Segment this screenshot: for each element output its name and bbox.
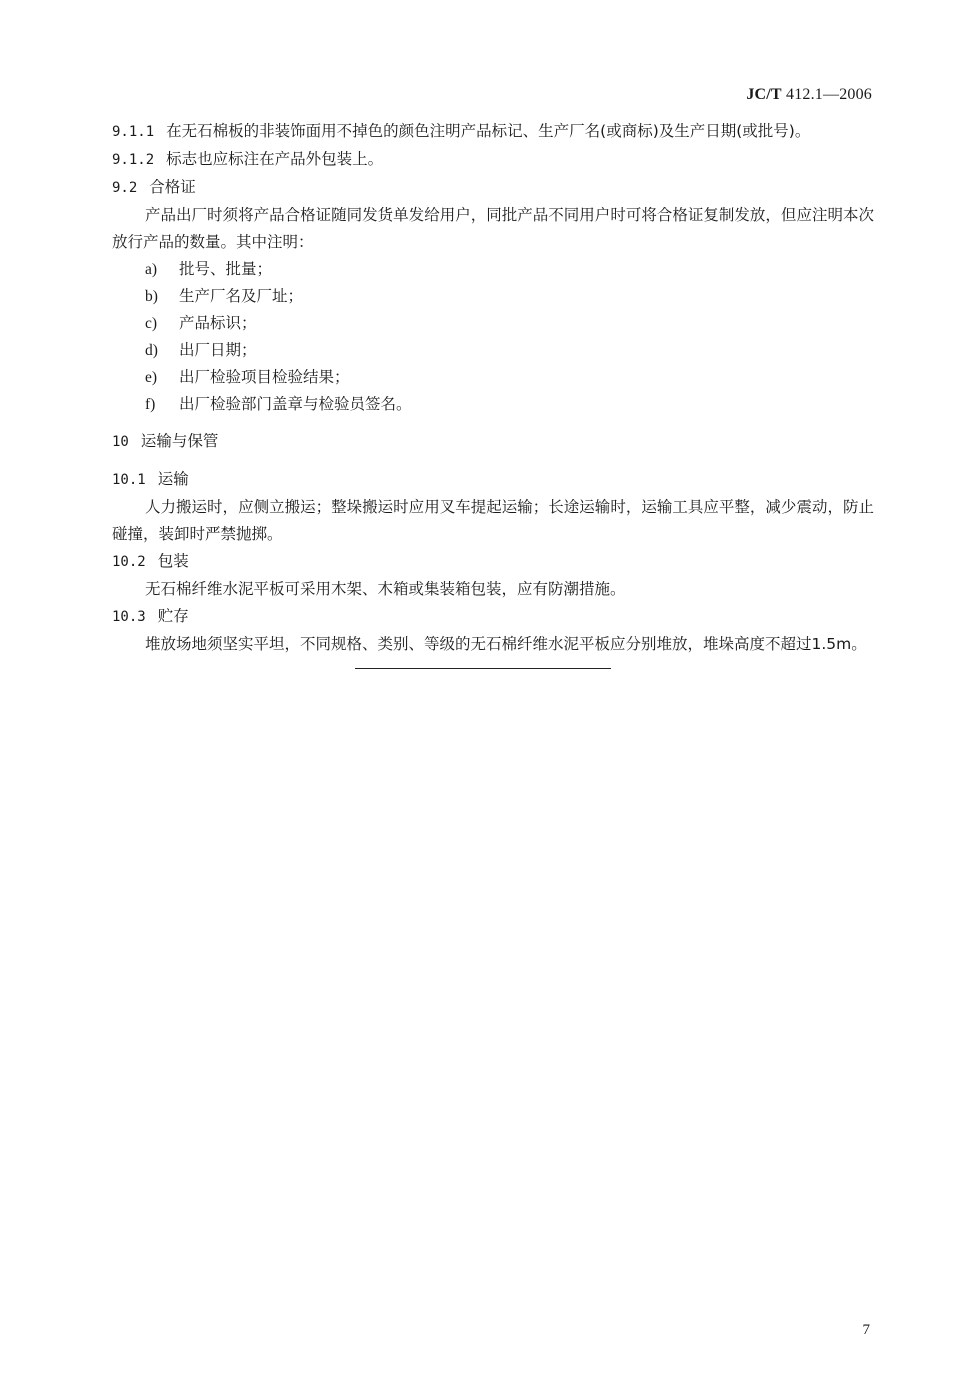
- chapter-number: 10: [112, 434, 129, 450]
- list-marker: c): [145, 315, 158, 332]
- clause-10-2-body: 无石棉纤维水泥平板可采用木架、木箱或集装箱包装，应有防潮措施。: [145, 580, 626, 598]
- list-marker: a): [145, 261, 158, 278]
- list-marker: b): [145, 288, 158, 305]
- clause-10-1-body: 人力搬运时，应侧立搬运；整垛搬运时应用叉车提起运输；长途运输时，运输工具应平整，减少震动，防止碰撞，装卸时严禁抛掷。: [112, 498, 874, 543]
- clause-number: 10.2: [112, 554, 146, 570]
- list-item: [112, 256, 874, 283]
- list-item: [112, 310, 874, 337]
- list-text: 批号、批量；: [179, 260, 273, 278]
- list-marker: e): [145, 369, 158, 386]
- standard-code-header: [746, 86, 872, 104]
- clause-10-1-heading: [112, 466, 874, 494]
- clause-10-3-heading: [112, 603, 874, 631]
- clause-number: 10.3: [112, 609, 146, 625]
- clause-number: 9.1.1: [112, 124, 155, 140]
- page-number: 7: [862, 1322, 870, 1338]
- clause-10-2-heading: [112, 548, 874, 576]
- list-item: [112, 391, 874, 418]
- list-marker: f): [145, 396, 156, 413]
- list-text: 产品标识；: [179, 314, 257, 332]
- list-marker: d): [145, 342, 158, 359]
- document-body: [112, 118, 874, 669]
- clause-number: 9.2: [112, 180, 138, 196]
- clause-title: 包装: [157, 552, 189, 570]
- list-item: [112, 364, 874, 391]
- clause-9-1-1: [112, 118, 874, 146]
- clause-title: 运输: [157, 470, 189, 488]
- clause-title: 贮存: [157, 607, 189, 625]
- end-of-document-rule: [355, 668, 611, 669]
- standard-number: 412.1—2006: [786, 86, 872, 103]
- list-text: 出厂检验项目检验结果；: [179, 368, 350, 386]
- clause-text: 标志也应标注在产品外包装上。: [166, 150, 384, 168]
- clause-10-3-body: 堆放场地须坚实平坦，不同规格、类别、等级的无石棉纤维水泥平板应分别堆放，堆垛高度不超过1.5m。: [145, 635, 867, 653]
- clause-number: 10.1: [112, 472, 146, 488]
- standard-prefix: JC/T: [746, 86, 782, 103]
- clause-text: 在无石棉板的非装饰面用不掉色的颜色注明产品标记、生产厂名(或商标)及生产日期(或批号)。: [166, 122, 811, 140]
- list-text: 生产厂名及厂址；: [179, 287, 304, 305]
- clause-title: 合格证: [149, 178, 196, 196]
- list-item: [112, 283, 874, 310]
- chapter-title: 运输与保管: [140, 432, 219, 450]
- list-text: 出厂检验部门盖章与检验员签名。: [179, 395, 412, 413]
- list-text: 出厂日期；: [179, 341, 257, 359]
- clause-9-2-heading: [112, 174, 874, 202]
- clause-9-1-2: [112, 146, 874, 174]
- list-item: [112, 337, 874, 364]
- clause-9-2-body: 产品出厂时须将产品合格证随同发货单发给用户，同批产品不同用户时可将合格证复制发放，但应注明本次放行产品的数量。其中注明：: [112, 206, 874, 251]
- chapter-10-heading: [112, 428, 874, 456]
- clause-number: 9.1.2: [112, 152, 155, 168]
